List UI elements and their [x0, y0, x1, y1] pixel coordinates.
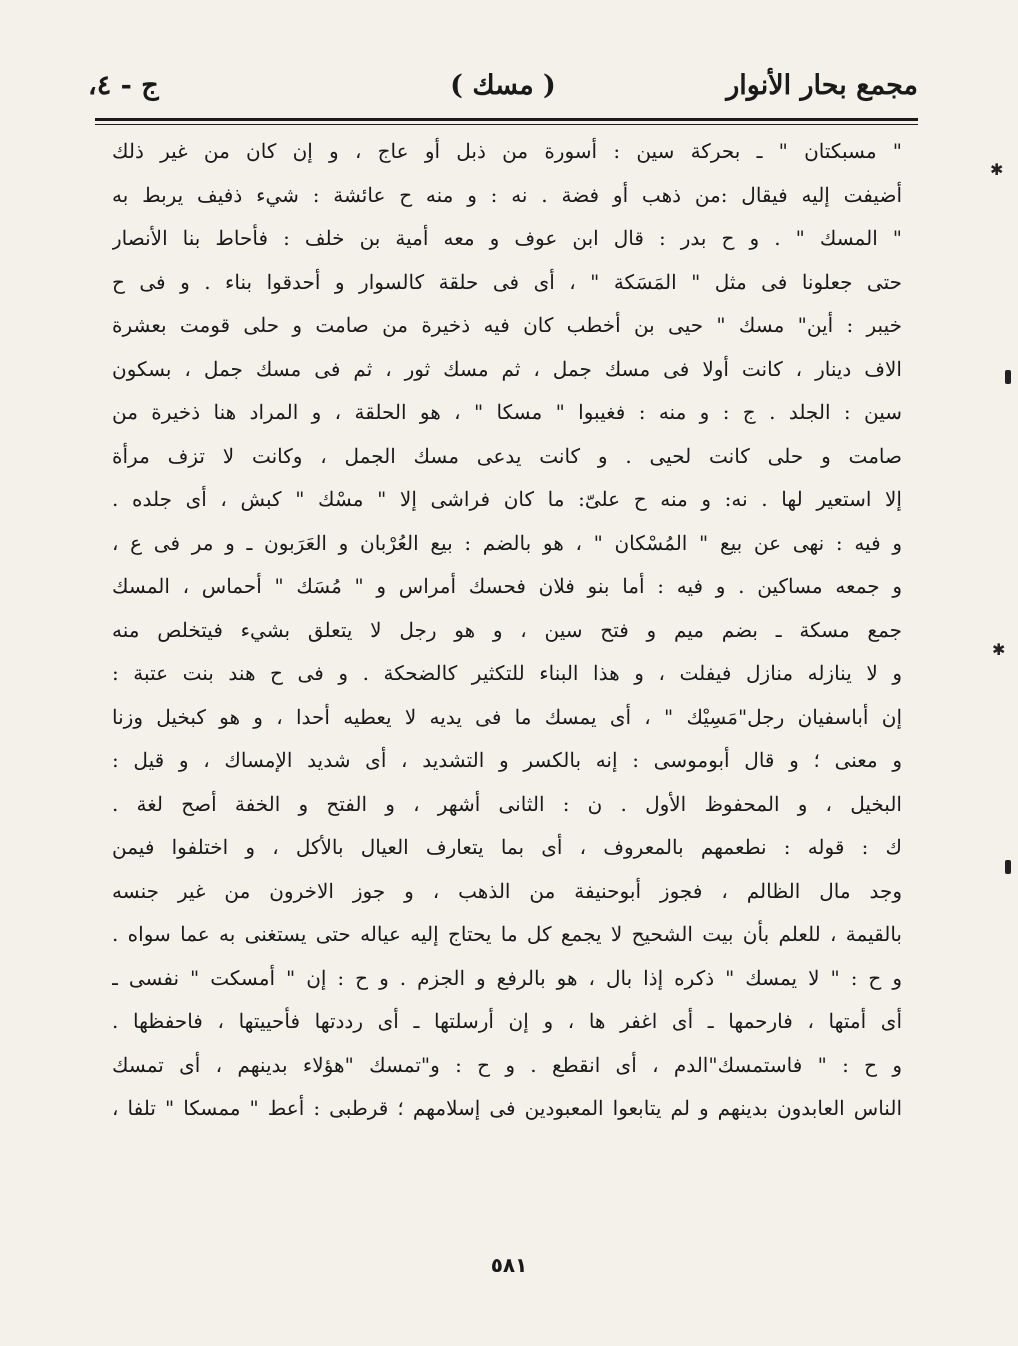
margin-speck [1005, 860, 1011, 874]
page-number: ٥٨١ [490, 1253, 528, 1277]
text-line: و لا ينازله منازل فيفلت ، و هذا البناء للتكثير كالضحكة . و فى ح هند بنت عتبة : [112, 661, 902, 685]
book-title: مجمع بحار الأنوار [726, 70, 918, 101]
header-rule-thick [95, 118, 918, 121]
text-line: الناس العابدون بدينهم و لم يتابعوا المعبودين فى إسلامهم ؛ قرطبى : أعط " ممسكا " تلفا ، [112, 1096, 902, 1120]
text-line: و فيه : نهى عن بيع " المُسْكان " ، هو بالضم : بيع العُرْبان و العَرَبون ـ و مر فى ع ، [112, 530, 902, 555]
margin-speck [1005, 370, 1011, 384]
text-line: " المسك " . و ح بدر : قال ابن عوف و معه أمية بن خلف : فأحاط بنا الأنصار [112, 226, 902, 250]
margin-speck: ✱ [992, 640, 1006, 659]
running-header [88, 62, 918, 112]
text-line: " مسبكتان " ـ بحركة سين : أسورة من ذبل أو عاج ، و إن كان من غير ذلك [112, 139, 902, 163]
header-rule-thin [95, 124, 918, 125]
text-line: حتى جعلونا فى مثل " المَسَكة " ، أى فى حلقة كالسوار و أحدقوا بناء . و فى ح [112, 269, 902, 294]
text-line: سين : الجلد . ج : و منه : فغيبوا " مسكا " ، هو الحلقة ، و المراد هنا ذخيرة من [112, 400, 902, 424]
text-line: ك : قوله : نطعمهم بالمعروف ، أى بما يتعارف العيال بالأكل ، و اختلفوا فيمن [112, 835, 902, 859]
text-line: و ح : " لا يمسك " ذكره إذا بال ، هو بالرفع و الجزم . و ح : إن " أمسكت " نفسى ـ [112, 965, 902, 990]
text-line: أى أمتها ، فارحمها ـ أى اغفر ها ، و إن أرسلتها ـ أى رددتها فأحييتها ، فاحفظها . [112, 1009, 902, 1033]
entry-word: ( مسك ) [450, 70, 556, 101]
text-body [112, 130, 902, 1131]
text-line: و جمعه مساكين . و فيه : أما بنو فلان فحسك أمراس و " مُسَك " أحماس ، المسك [112, 574, 902, 598]
text-line: إلا استعير لها . نه: و منه ح علىّ: ما كان فراشى إلا " مسْك " كبش ، أى جلده . [112, 487, 902, 511]
text-line: و ح : " فاستمسك"الدم ، أى انقطع . و ح : و"تمسك "هؤلاء بدينهم ، أى تمسك [112, 1052, 902, 1077]
text-line: جمع مسكة ـ بضم ميم و فتح سين ، و هو رجل لا يتعلق بشيء فيتخلص منه [112, 617, 902, 642]
text-line: إن أباسفيان رجل"مَسِيْك " ، أى يمسك ما فى يديه لا يعطيه أحدا ، و هو كبخيل وزنا [112, 704, 902, 729]
text-line: وجد مال الظالم ، فجوز أبوحنيفة من الذهب ، و جوز الاخرون من غير جنسه [112, 878, 902, 903]
text-line: خيبر : أين" مسك " حيى بن أخطب كان فيه ذخيرة من صامت و حلى قومت بعشرة [112, 313, 902, 337]
volume-number: ج - ٤، [88, 70, 159, 101]
margin-speck: ✱ [990, 160, 1004, 179]
text-line: البخيل ، و المحفوظ الأول . ن : الثانى أشهر ، و الفتح و الخفة أصح لغة . [112, 791, 902, 816]
text-line: و معنى ؛ و قال أبوموسى : إنه بالكسر و التشديد ، أى شديد الإمساك ، و قيل : [112, 748, 902, 772]
text-line: الاف دينار ، كانت أولا فى مسك جمل ، ثم مسك ثور ، ثم فى مسك جمل ، بسكون [112, 356, 902, 381]
text-line: بالقيمة ، للعلم بأن بيت الشحيح لا يجمع كل ما يحتاج إليه عياله حتى يستغنى به عما سواه . [112, 922, 902, 946]
text-line: صامت و حلى كانت لحيى . و كانت يدعى مسك الجمل ، وكانت لا تزف مرأة [112, 443, 902, 468]
text-line: أضيفت إليه فيقال :من ذهب أو فضة . نه : و منه ح عائشة : شيء ذفيف يربط به [112, 182, 902, 207]
